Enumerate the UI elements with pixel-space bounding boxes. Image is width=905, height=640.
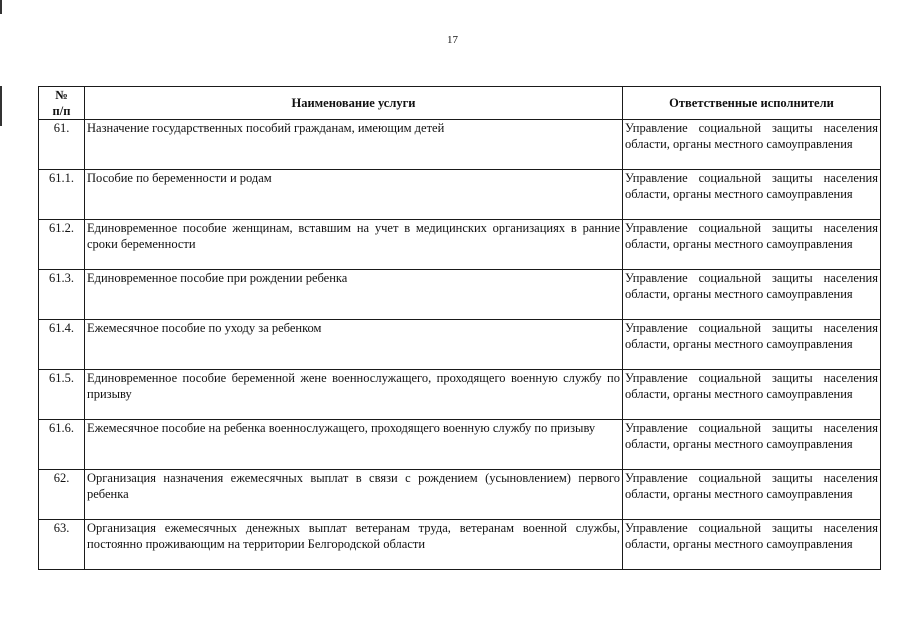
responsible-party: Управление социальной защиты населения области, органы местного самоуправления (623, 270, 881, 320)
row-number: 62. (39, 470, 85, 520)
header-service-name: Наименование услуги (85, 87, 623, 120)
service-name: Назначение государственных пособий гражданам, имеющим детей (85, 120, 623, 170)
table-header-row (39, 87, 881, 120)
service-name: Организация назначения ежемесячных выплат в связи с рождением (усыновлением) первого ребенка (85, 470, 623, 520)
row-number: 63. (39, 520, 85, 570)
services-table (38, 86, 881, 570)
header-responsible: Ответственные исполнители (623, 87, 881, 120)
service-name: Организация ежемесячных денежных выплат ветеранам труда, ветеранам военной службы, постоянно проживающим на территории Белгородской области (85, 520, 623, 570)
service-name: Пособие по беременности и родам (85, 170, 623, 220)
row-number: 61.1. (39, 170, 85, 220)
row-number: 61.2. (39, 220, 85, 270)
table-row (39, 170, 881, 220)
table-row (39, 470, 881, 520)
table-row (39, 270, 881, 320)
scan-margin-mark (0, 86, 2, 126)
page-number: 17 (447, 34, 458, 46)
row-number: 61.3. (39, 270, 85, 320)
table-row (39, 220, 881, 270)
service-name: Единовременное пособие при рождении ребенка (85, 270, 623, 320)
service-name: Единовременное пособие женщинам, вставшим на учет в медицинских организациях в ранние сроки беременности (85, 220, 623, 270)
service-name: Ежемесячное пособие по уходу за ребенком (85, 320, 623, 370)
row-number: 61.5. (39, 370, 85, 420)
responsible-party: Управление социальной защиты населения области, органы местного самоуправления (623, 220, 881, 270)
responsible-party: Управление социальной защиты населения области, органы местного самоуправления (623, 520, 881, 570)
service-name: Единовременное пособие беременной жене военнослужащего, проходящего военную службу по призыву (85, 370, 623, 420)
row-number: 61. (39, 120, 85, 170)
row-number: 61.6. (39, 420, 85, 470)
header-num: № п/п (39, 87, 85, 120)
table-row (39, 420, 881, 470)
table-row (39, 520, 881, 570)
responsible-party: Управление социальной защиты населения области, органы местного самоуправления (623, 470, 881, 520)
table-row (39, 370, 881, 420)
responsible-party: Управление социальной защиты населения области, органы местного самоуправления (623, 420, 881, 470)
row-number: 61.4. (39, 320, 85, 370)
responsible-party: Управление социальной защиты населения области, органы местного самоуправления (623, 120, 881, 170)
table-row (39, 320, 881, 370)
responsible-party: Управление социальной защиты населения области, органы местного самоуправления (623, 370, 881, 420)
table-row (39, 120, 881, 170)
service-name: Ежемесячное пособие на ребенка военнослужащего, проходящего военную службу по призыву (85, 420, 623, 470)
responsible-party: Управление социальной защиты населения области, органы местного самоуправления (623, 320, 881, 370)
responsible-party: Управление социальной защиты населения области, органы местного самоуправления (623, 170, 881, 220)
scan-margin-mark (0, 0, 2, 14)
